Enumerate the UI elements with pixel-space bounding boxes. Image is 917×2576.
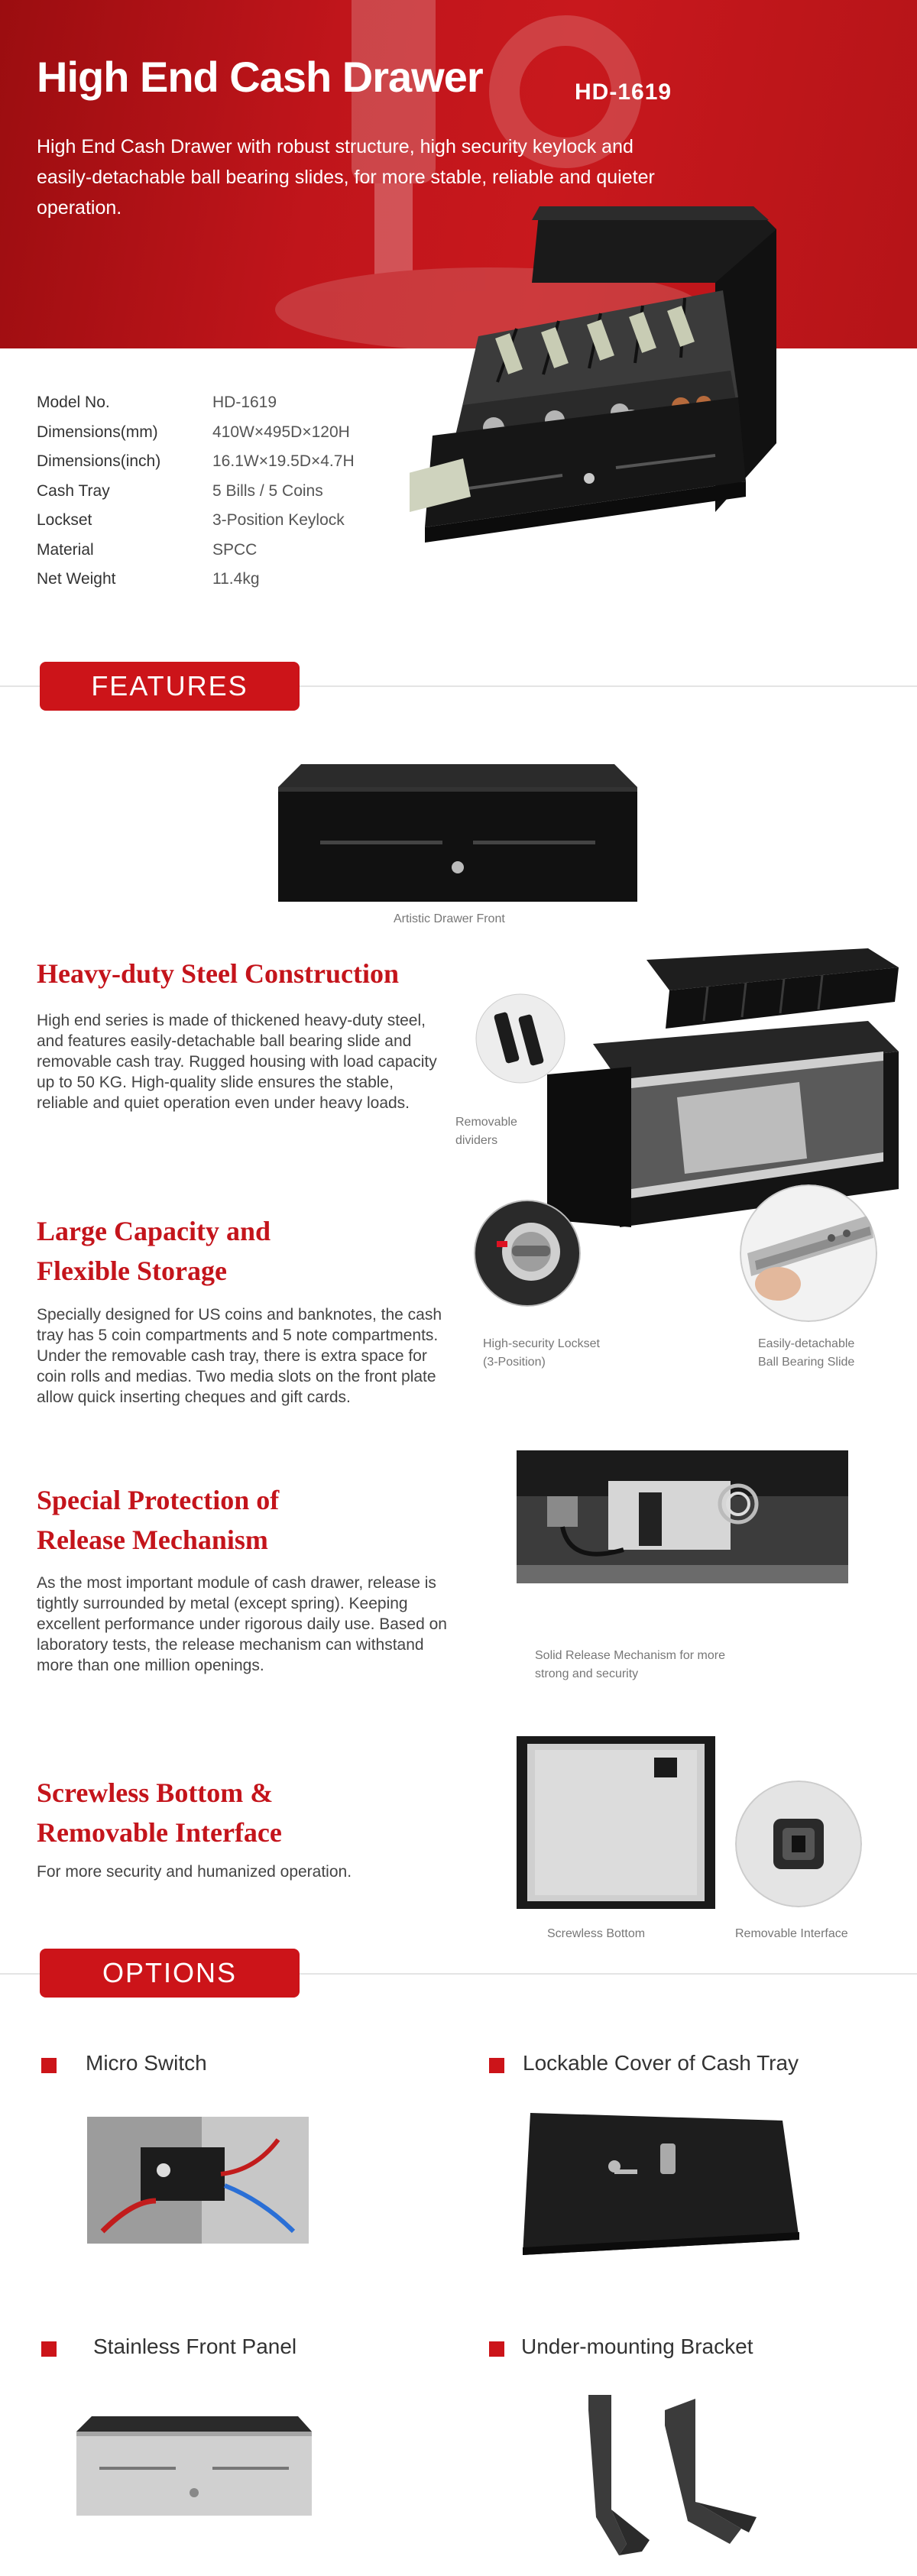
options-heading: OPTIONS <box>40 1949 300 1998</box>
spec-row <box>37 477 355 507</box>
screwless-bottom-image <box>517 1736 715 1909</box>
spec-value: 16.1W×19.5D×4.7H <box>212 452 355 470</box>
feature-body: Specially designed for US coins and banknotes, the cash tray has 5 coin compartments and 5 note compartments. Under the removable cash tray, there is extra space for coin rolls and medias. Two media slots on the front plate allow quick inserting cheques and gift cards. <box>37 1306 442 1406</box>
feature-title: Release Mechanism <box>37 1525 268 1555</box>
micro-switch-image <box>87 2117 309 2244</box>
spec-value: 11.4kg <box>212 570 260 588</box>
feature-body: High end series is made of thickened heavy-duty steel, and features easily-detachable ball bearing slide and removable cash tray. Rugged housing with load capacity up to 50 KG. High-quality slide ensures the stable, reliable and quiet operation even under heavy loads. <box>37 1012 437 1112</box>
lockable-cover-image <box>523 2113 799 2255</box>
spec-row <box>37 506 355 536</box>
under-mounting-bracket-image <box>581 2395 764 2555</box>
spec-label: Cash Tray <box>37 481 110 500</box>
product-description: High End Cash Drawer with robust structure, high security keylock and easily-detachable ball bearing slides, for more stable, reliable and quieter operation. <box>37 136 655 219</box>
spec-row <box>37 565 355 595</box>
spec-table <box>37 388 355 595</box>
open-cash-drawer-image <box>410 206 776 619</box>
spec-value: 3-Position Keylock <box>212 511 345 529</box>
spec-value: HD-1619 <box>212 394 277 411</box>
slide-caption-line1: Easily-detachable <box>758 1337 855 1350</box>
dividers-caption-line1: Removable <box>455 1116 517 1129</box>
slide-caption-line2: Ball Bearing Slide <box>758 1356 855 1369</box>
bullet-square-icon <box>41 2058 57 2073</box>
spec-row <box>37 418 355 448</box>
lockset-caption-line1: High-security Lockset <box>483 1337 600 1350</box>
bottom-caption: Screwless Bottom <box>547 1927 646 1940</box>
option-label: Lockable Cover of Cash Tray <box>523 2051 799 2075</box>
interface-caption: Removable Interface <box>735 1927 848 1940</box>
product-title: High End Cash Drawer <box>37 53 483 101</box>
spec-label: Dimensions(mm) <box>37 423 158 441</box>
bullet-square-icon <box>489 2341 504 2357</box>
lockset-image <box>474 1200 581 1307</box>
feature-title: Special Protection of <box>37 1485 280 1515</box>
features-heading: FEATURES <box>40 662 300 711</box>
feature-title: Heavy-duty Steel Construction <box>37 958 399 989</box>
spec-label: Dimensions(inch) <box>37 452 161 470</box>
bullet-square-icon <box>41 2341 57 2357</box>
release-mechanism-image <box>517 1450 848 1583</box>
option-label: Under-mounting Bracket <box>521 2335 753 2358</box>
dividers-caption-line2: dividers <box>455 1134 498 1147</box>
release-caption-line2: strong and security <box>535 1667 639 1680</box>
spec-row <box>37 536 355 565</box>
ball-bearing-slide-image <box>740 1184 877 1322</box>
release-caption-line1: Solid Release Mechanism for more <box>535 1649 725 1662</box>
drawer-front-image <box>278 764 637 902</box>
spec-label: Net Weight <box>37 570 116 588</box>
spec-row <box>37 447 355 477</box>
spec-value: SPCC <box>212 540 258 559</box>
exploded-drawer-image <box>547 945 899 1235</box>
spec-label: Material <box>37 540 94 559</box>
spec-label: Lockset <box>37 511 92 529</box>
option-label: Micro Switch <box>86 2051 207 2075</box>
feature-title: Large Capacity and <box>37 1216 271 1246</box>
feature-title: Flexible Storage <box>37 1256 227 1286</box>
option-label: Stainless Front Panel <box>93 2335 297 2358</box>
spec-label: Model No. <box>37 394 110 411</box>
feature-title: Screwless Bottom & <box>37 1777 274 1808</box>
product-model: HD-1619 <box>575 79 672 105</box>
spec-value: 5 Bills / 5 Coins <box>212 481 323 500</box>
lockset-caption-line2: (3-Position) <box>483 1356 546 1369</box>
bullet-square-icon <box>489 2058 504 2073</box>
drawer-front-caption: Artistic Drawer Front <box>394 912 505 925</box>
stainless-front-panel-image <box>76 2416 312 2516</box>
spec-value: 410W×495D×120H <box>212 423 350 441</box>
feature-body: For more security and humanized operation. <box>37 1863 352 1881</box>
feature-title: Removable Interface <box>37 1817 282 1848</box>
feature-body: As the most important module of cash drawer, release is tightly surrounded by metal (except spring). Keeping excellent performance under rigorous daily use. Based on laboratory tests, the release mechanism can withstand more than one million openings. <box>37 1574 447 1674</box>
spec-row <box>37 388 355 418</box>
removable-interface-image <box>735 1781 862 1907</box>
